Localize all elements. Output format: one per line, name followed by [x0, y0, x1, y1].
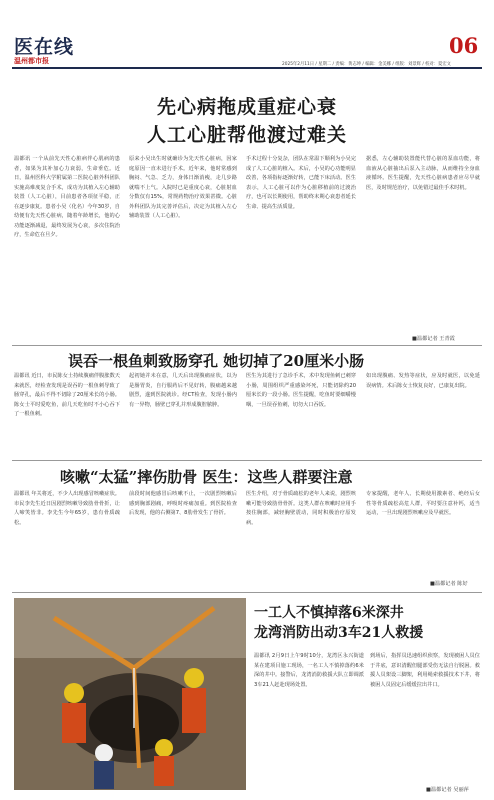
article3-column-4: 专家提醒，老年人、长期使用激素者、绝经后女性等骨质疏松高危人群，平时要注意补钙，适当运动，一旦出现剧烈咳嗽应及早就医。 — [366, 491, 480, 516]
article2-column-3: 医生为其进行了急诊手术，术中发现鱼刺已刺穿小肠，周围组织严重感染坏死，只能切除约20厘米长的一段小肠。医生提醒，吃鱼时要细嚼慢咽，一旦误吞鱼刺，切勿大口吞饭。 — [246, 373, 356, 408]
rescue-scene-photo — [14, 598, 246, 790]
article3-column-1: 温都讯 年关将近，不少人出现感冒咳嗽症状。市民李先生近日因剧烈咳嗽导致肋骨骨折，让人啼笑皆非。李先生今年65岁，患有骨质疏松。 — [14, 491, 120, 526]
article2-column-4: 如出现腹痛、发热等症状，应及时就医，以免延误病情。术后陈女士恢复良好，已康复出院。 — [366, 373, 480, 389]
article4-column-1: 温都讯 2月9日上午9时10分，龙湾区永兴街道某在建项目施工现场，一名工人不慎掉落约6米深的井中。接警后，龙湾消防救援大队立即调派3车21人赶赴现场处置。 — [254, 653, 364, 688]
article3-byline: ■温都记者 陈好 — [430, 581, 468, 587]
article2-column-1: 温都讯 近日，市民陈女士持续腹痛伴腹胀数天来就医，经检查发现是误吞的一根鱼刺导致了肠穿孔，最后不得不切除了20厘米长的小肠。陈女士平时爱吃鱼，前几天吃鱼时不小心吞下了一根鱼刺。 — [14, 373, 120, 417]
article1-column-4: 据悉，左心辅助装置能代替心脏的泵血功能，将血液从心脏抽出后泵入主动脉，从而维持全身血液循环。医生提醒，先天性心脏病患者应尽早就医，及时规范治疗，以免错过最佳手术时机。 — [366, 156, 480, 191]
article1-column-2: 原来小吴出生时就确诊为先天性心脏病，因家庭原因一直未进行手术。近年来，他时常感到胸闷、气急、乏力，身体日渐消瘦，走几步路就喘不上气。入院时已是重度心衰，心脏射血分数仅有15%，常规药物治疗效果甚微。心脏外科团队为其完善评估后，决定为其植入左心辅助装置（人工心脏）。 — [129, 156, 237, 219]
header-rule — [12, 67, 482, 69]
article2-column-2: 起初她并未在意，几天后出现腹痛症状，以为是肠胃炎，自行服药后不见好转，腹痛越来越剧烈，遂到医院就诊。经CT检查，发现小肠内有一异物，肠壁已穿孔并形成腹腔脓肿。 — [129, 373, 237, 408]
divider — [12, 592, 482, 593]
divider — [12, 460, 482, 461]
article4-title-line2: 龙湾消防出动3车21人救援 — [254, 625, 424, 641]
article4-byline: ■温都记者 吴丽萍 — [426, 787, 469, 793]
article3-column-3: 医生介绍，对于骨质疏松的老年人来说，剧烈咳嗽可能导致肋骨骨折。这类人群在咳嗽时应用手按住胸部，减轻胸壁震动，同时积极治疗原发病。 — [246, 491, 356, 526]
article2-title: 误吞一根鱼刺致肠穿孔 她切掉了20厘米小肠 — [68, 352, 365, 370]
section-title: 医在线 — [14, 36, 75, 58]
article1-column-1: 温都讯 一个从前先天性心脏病伴心肌病的患者，如果为其补加心力衰弱，生命垂危。近日，温州医科大学附属第二医院心脏外科团队实施高难度复合手术，成功为其植入左心辅助装置（人工心脏），目前患者各项征平稳，正在逐步康复。患者小吴（化名）今年30岁，自幼便有先天性心脏病，随着年龄增长，他的心功能逐渐减退，最终发展为心衰，多次住院治疗，生命危在旦夕。 — [14, 156, 120, 238]
article1-title-line2: 人工心脏帮他渡过难关 — [146, 124, 347, 146]
article1-title-line1: 先心病拖成重症心衰 — [156, 96, 337, 118]
section-subtitle: 温州都市报 — [14, 57, 49, 65]
article3-column-2: 前段时间他感冒后咳嗽不止，一次剧烈咳嗽后感到胸部剧痛，呼吸时疼痛加重。到医院检查后发现，他的右侧第7、8肋骨发生了骨折。 — [129, 491, 237, 516]
article3-title: 咳嗽“太猛”摔伤肋骨 医生：这些人群要注意 — [60, 468, 353, 486]
article1-byline: ■温都记者 王青霞 — [412, 336, 455, 342]
article4-title-line1: 一工人不慎掉落6米深井 — [254, 605, 404, 621]
page-number: 06 — [449, 33, 479, 58]
issue-info: 2025年2月11日 / 星期二 / 责编：黄志坤 / 编辑：金美娜 / 组版：刘景辉 / 校对：夏宏文 — [282, 62, 451, 67]
article1-column-3: 手术过程十分复杂，团队在常温下顺利为小吴完成了人工心脏的植入。术后，小吴的心功能明显改善，各项指标逐渐好转，已能下床活动。医生表示，人工心脏可以作为心脏移植前的过渡治疗，也可以长期使用，帮助终末期心衰患者延长生命、提高生活质量。 — [246, 156, 356, 210]
article4-column-2: 到场后，指挥员迅速组织侦察，发现被困人员位于井底，意识清醒但腿部受伤无法自行脱困。救援人员架设三脚架，利用绳索救援技术下井，将被困人员固定后缓缓拉出井口。 — [370, 653, 480, 688]
divider — [12, 345, 482, 346]
